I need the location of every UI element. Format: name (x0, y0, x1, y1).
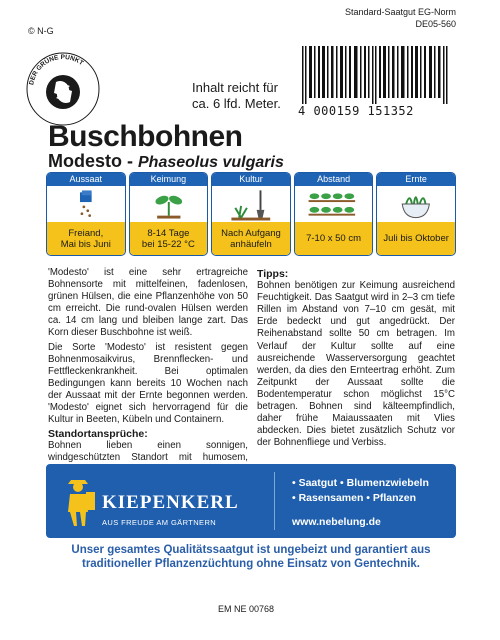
latin-name: Phaseolus vulgaris (138, 154, 284, 171)
standard-line-2: DE05-560 (415, 19, 456, 29)
content-amount (192, 80, 281, 112)
location-heading: Standortansprüche: (48, 428, 148, 441)
card-abstand (294, 172, 374, 256)
standard-line-1: Standard-Saatgut EG-Norm (344, 7, 456, 17)
card-text-2: bei 15-22 °C (141, 238, 195, 250)
info-cards (46, 172, 456, 256)
brand-area (58, 474, 268, 530)
seedling-icon (130, 186, 208, 222)
card-text-1: Juli bis Oktober (383, 233, 449, 244)
card-kultur (211, 172, 291, 256)
brand-name: KIEPENKERL (102, 492, 239, 513)
barcode (300, 46, 460, 104)
card-text-2: Mai bis Juni (60, 238, 111, 250)
website-link[interactable]: www.nebelung.de (292, 516, 381, 528)
card-label: Keimung (130, 173, 208, 186)
description-paragraph-2: Die Sorte 'Modesto' ist resistent gegen Bohnenmosaikvirus, Brennflecken- und Fettfleckenkrankheit. Bei optimalen Bedingungen kann bereits 10 Wochen nach der Aussaat mit der Ernte begonnen werden. 'Modesto' eignet sich hervorragend für die Kultur in Beeten, Kübeln und Containern. (48, 341, 248, 426)
tips-column (257, 267, 455, 451)
card-keimung (129, 172, 209, 256)
row-spacing-icon (295, 186, 373, 222)
copyright-text: © N-G (28, 26, 54, 36)
content-line-1: Inhalt reicht für (192, 80, 278, 95)
tips-heading: Tipps: (257, 268, 289, 280)
product-range-line-2: • Rasensamen • Pflanzen (292, 492, 417, 504)
card-label: Kultur (212, 173, 290, 186)
banner-divider (274, 472, 275, 530)
card-text-1: 7-10 x 50 cm (306, 233, 362, 244)
variety-name: Modesto - (48, 151, 138, 171)
card-text-2: anhäufeln (230, 238, 272, 250)
svg-text:DER GRÜNE PUNKT: DER GRÜNE PUNKT (28, 53, 85, 86)
kiepenkerl-figure-icon (58, 480, 98, 526)
location-paragraph: Bohnen lieben einen sonnigen, windgeschützten Standort mit humosem, (48, 440, 248, 464)
brand-banner (46, 464, 456, 538)
card-text-1: 8-14 Tage (147, 227, 190, 239)
content-line-2: ca. 6 lfd. Meter. (192, 96, 281, 111)
card-text-1: Nach Aufgang (221, 227, 281, 239)
product-subtitle (48, 151, 284, 172)
card-label: Ernte (377, 173, 455, 186)
card-text-1: Freiand, (68, 227, 104, 239)
barcode-number: 4 000159 151352 (298, 104, 414, 118)
tips-paragraph: Bohnen benötigen zur Keimung ausreichend Feuchtigkeit. Das Saatgut wird in 2–3 cm tiefe Rillen im Abstand von 7–10 cm gesät, mit Erde bedeckt und gut angedrückt. Der Reihenabstand sollte 50 cm betragen. Im Verlauf der Kultur sollte auf eine ausreichende Wasserversorgung geachtet werden, da dies den Ernteertrag erhöht. Zum Zeitpunkt der Aussaat sollte die Bodentemperatur schon möglichst 15°C betragen. Bohnen sind kälteempfindlich, daher frühe Maiaussaaten mit Vlies abdecken. Dies bietet zusätzlich Schutz vor der Bohnenfliege und Verbiss. (257, 280, 455, 449)
guarantee-line-2: traditioneller Pflanzenzüchtung ohne Einsatz von Gentechnik. (81, 558, 420, 570)
card-ernte (376, 172, 456, 256)
card-label: Aussaat (47, 173, 125, 186)
guarantee-line-1: Unser gesamtes Qualitätssaatgut ist ungebeizt und garantiert aus (71, 544, 431, 556)
brand-tagline: AUS FREUDE AM GÄRTNERN (102, 518, 217, 527)
shovel-plant-icon (212, 186, 290, 222)
product-range-list (292, 476, 429, 506)
description-column (48, 267, 248, 479)
card-label: Abstand (295, 173, 373, 186)
footer-code: EM NE 00768 (218, 604, 275, 614)
quality-guarantee (46, 543, 456, 571)
standard-norm-text (345, 6, 456, 30)
gruene-punkt-logo (26, 52, 100, 126)
seed-packet-icon (47, 186, 125, 222)
product-title: Buschbohnen (48, 120, 243, 153)
description-paragraph-1: 'Modesto' ist eine sehr ertragreiche Bohnensorte mit mittelfeinen, fadenlosen, grünen Hülsen, die eine Pflanzenhöhe von 50 cm erreicht. Die rund-ovalen Hülsen werden ca. 14 cm lang und bleiben lange zart. Das Korn dieser Buschbohne ist weiß. (48, 267, 248, 339)
harvest-bowl-icon (377, 186, 455, 222)
card-aussaat (46, 172, 126, 256)
product-range-line-1: • Saatgut • Blumenzwiebeln (292, 477, 429, 489)
